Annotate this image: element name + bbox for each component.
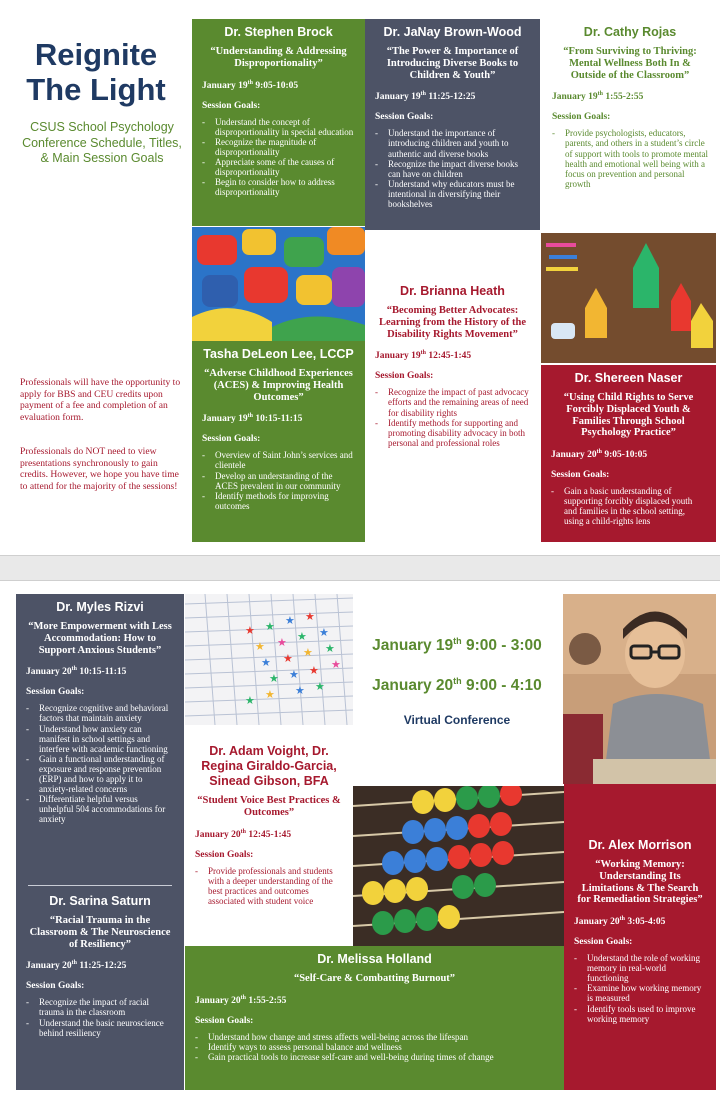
svg-text:★: ★	[261, 656, 271, 669]
goal-item: - Identify ways to assess personal balance and wellness	[195, 1042, 554, 1052]
speaker-name: Dr. Shereen Naser	[574, 371, 683, 385]
goal-item: - Develop an understanding of the ACES prevalent in our community	[202, 471, 355, 491]
session-time: January 19th 11:25-12:25	[375, 91, 476, 103]
session-card-morrison	[564, 784, 716, 1090]
session-time: January 20th 3:05-4:05	[574, 916, 666, 928]
svg-text:★: ★	[269, 672, 279, 685]
goal-item: - Understand how change and stress affects well-being across the lifespan	[195, 1032, 554, 1042]
session-title: “More Empowerment with Less Accommodation: How to Support Anxious Students”	[28, 621, 172, 656]
session-title: “Student Voice Best Practices & Outcomes”	[197, 795, 341, 818]
session-time: January 19th 1:55-2:55	[552, 91, 644, 103]
goal-item: - Understand the role of working memory in real-world functioning	[574, 953, 706, 983]
schedule-day-1: January 19th 9:00 - 3:00	[372, 636, 542, 655]
goal-item: - Overview of Saint John’s services and clientele	[202, 450, 355, 470]
speaker-name: Dr. Adam Voight, Dr. Regina Giraldo-Garcia, Sinead Gibson, BFA	[201, 744, 337, 788]
goals-list	[195, 1032, 554, 1062]
title-line-1: Reignite	[34, 37, 158, 72]
session-card-brown-wood	[365, 19, 540, 230]
student-photo	[563, 594, 716, 784]
goal-item: - Recognize the magnitude of disproportionality	[202, 137, 355, 157]
goals-label: Session Goals:	[195, 1015, 254, 1026]
goal-item: - Provide psychologists, educators, parents, and others in a student’s circle of support with tools to promote mental health and emotional well being with a focus on prevention and personal growth	[552, 128, 708, 188]
goals-label: Session Goals:	[551, 470, 610, 481]
synchronous-note: Professionals do NOT need to view presentations synchronously to gain credits. However, we hope you have time to attend for the majority of the sessions!	[20, 446, 179, 493]
session-time: January 20th 11:25-12:25	[26, 960, 127, 972]
session-title: “The Power & Importance of Introducing Diverse Books to Children & Youth”	[386, 46, 519, 81]
abacus-photo	[353, 786, 564, 946]
svg-text:★: ★	[297, 630, 307, 643]
session-card-saturn	[16, 888, 184, 1090]
session-card-holland	[185, 946, 564, 1090]
svg-text:★: ★	[245, 694, 255, 707]
session-card-voight	[185, 738, 353, 945]
speaker-name: Dr. Brianna Heath	[400, 284, 505, 298]
goal-item: - Identify methods for improving outcomes	[202, 491, 355, 511]
goal-item: - Understand how anxiety can manifest in school settings and interfere with academic functioning	[26, 724, 174, 754]
goals-list	[202, 117, 355, 198]
session-card-rojas	[542, 19, 718, 231]
speaker-name: Dr. Melissa Holland	[317, 952, 432, 966]
session-card-deleon	[192, 341, 365, 542]
session-time: January 19th 12:45-1:45	[375, 350, 472, 362]
goals-list	[202, 450, 355, 510]
goals-label: Session Goals:	[26, 687, 85, 698]
svg-text:★: ★	[265, 620, 275, 633]
session-title: “From Surviving to Thriving: Mental Wellness Both In & Outside of the Classroom”	[563, 46, 697, 81]
svg-text:★: ★	[245, 624, 255, 637]
goals-label: Session Goals:	[202, 434, 261, 445]
session-title: “Adverse Childhood Experiences (ACES) & Improving Health Outcomes”	[204, 368, 353, 403]
goals-list	[26, 703, 174, 824]
svg-text:★: ★	[289, 668, 299, 681]
speaker-name: Tasha DeLeon Lee, LCCP	[203, 347, 354, 361]
goals-list	[375, 387, 530, 447]
speaker-name: Dr. Myles Rizvi	[56, 600, 144, 614]
virtual-conference-label: Virtual Conference	[403, 713, 511, 727]
credits-note: Professionals will have the opportunity to apply for BBS and CEU credits upon payment of a fee and completion of an evaluation form.	[20, 377, 181, 424]
goals-label: Session Goals:	[195, 849, 254, 860]
goal-item: - Appreciate some of the causes of disproportionality	[202, 157, 355, 177]
goal-item: - Gain a functional understanding of exposure and response prevention (ERP) and how to apply it to anxiety-related concerns	[26, 754, 174, 794]
session-time: January 19th 9:05-10:05	[202, 79, 299, 91]
goal-item: - Differentiate helpful versus unhelpful 504 accommodations for anxiety	[26, 794, 174, 824]
conference-subtitle: CSUS School Psychology Conference Schedule, Titles, & Main Session Goals	[22, 120, 182, 166]
goal-item: - Begin to consider how to address disproportionality	[202, 177, 355, 197]
rockets-photo	[541, 233, 716, 363]
svg-text:★: ★	[295, 684, 305, 697]
session-time: January 20th 9:05-10:05	[551, 449, 648, 461]
goal-item: - Recognize the impact of past advocacy efforts and the remaining areas of need for disability rights	[375, 387, 530, 417]
session-card-brock	[192, 19, 365, 226]
goal-item: - Recognize cognitive and behavioral factors that maintain anxiety	[26, 703, 174, 723]
star-chart-photo	[185, 594, 353, 725]
goals-label: Session Goals:	[202, 100, 261, 111]
card-separator	[28, 885, 172, 886]
session-title: “Using Child Rights to Serve Forcibly Displaced Youth & Families Through School Psychology Practice”	[563, 392, 694, 439]
svg-text:★: ★	[265, 688, 275, 701]
session-card-naser	[541, 365, 716, 542]
goals-list	[375, 128, 530, 209]
goals-list	[26, 997, 174, 1037]
speaker-name: Dr. Stephen Brock	[224, 25, 333, 39]
schedule-day-2: January 20th 9:00 - 4:10	[372, 676, 542, 695]
svg-text:★: ★	[331, 658, 341, 671]
svg-text:★: ★	[303, 646, 313, 659]
svg-text:★: ★	[305, 610, 315, 623]
goal-item: - Understand why educators must be intentional in diversifying their bookshelves	[375, 179, 530, 209]
session-title: “Becoming Better Advocates: Learning from the History of the Disability Rights Movement”	[378, 305, 527, 340]
svg-text:★: ★	[319, 626, 329, 639]
session-title: “Racial Trauma in the Classroom & The Neuroscience of Resiliency”	[29, 915, 171, 950]
svg-text:★: ★	[315, 680, 325, 693]
session-time: January 19th 10:15-11:15	[202, 413, 303, 425]
goals-list	[552, 128, 708, 188]
goals-list	[195, 866, 343, 906]
svg-text:★: ★	[285, 614, 295, 627]
goal-item: - Understand the concept of disproportionality in special education	[202, 117, 355, 137]
goal-item: - Identify methods for supporting and promoting disability advocacy in both personal and professional roles	[375, 418, 530, 448]
goal-item: - Gain a basic understanding of supporting forcibly displaced youth and families in the school setting, using a child-rights lens	[551, 486, 706, 526]
goals-list	[574, 953, 706, 1024]
session-time: January 20th 12:45-1:45	[195, 828, 292, 840]
goal-item: - Understand the basic neuroscience behind resiliency	[26, 1018, 174, 1038]
goals-list	[551, 486, 706, 526]
goals-label: Session Goals:	[26, 981, 85, 992]
svg-text:★: ★	[283, 652, 293, 665]
goal-item: - Identify tools used to improve working memory	[574, 1004, 706, 1024]
conference-title	[10, 38, 182, 107]
session-time: January 20th 1:55-2:55	[195, 994, 287, 1006]
goals-label: Session Goals:	[375, 371, 434, 382]
session-time: January 20th 10:15-11:15	[26, 666, 127, 678]
session-card-rizvi	[16, 594, 184, 888]
goals-label: Session Goals:	[552, 112, 611, 123]
svg-text:★: ★	[255, 640, 265, 653]
svg-text:★: ★	[309, 664, 319, 677]
page-divider	[0, 555, 720, 581]
goal-item: - Recognize the impact of racial trauma in the classroom	[26, 997, 174, 1017]
svg-text:★: ★	[277, 636, 287, 649]
svg-text:★: ★	[325, 642, 335, 655]
goal-item: - Understand the importance of introducing children and youth to authentic and diverse books	[375, 128, 530, 158]
speaker-name: Dr. JaNay Brown-Wood	[383, 25, 522, 39]
title-line-2: The Light	[26, 71, 166, 107]
session-title: “Working Memory: Understanding Its Limitations & The Search for Remediation Strategies”	[577, 859, 703, 906]
goals-label: Session Goals:	[375, 112, 434, 123]
session-card-heath	[365, 278, 540, 540]
speaker-name: Dr. Alex Morrison	[588, 838, 692, 852]
session-title: “Self-Care & Combatting Burnout”	[293, 973, 456, 984]
goals-label: Session Goals:	[574, 937, 633, 948]
numbers-photo	[192, 227, 365, 341]
speaker-name: Dr. Cathy Rojas	[583, 25, 677, 39]
goal-item: - Gain practical tools to increase self-care and well-being during times of change	[195, 1052, 554, 1062]
goal-item: - Provide professionals and students with a deeper understanding of the best practices and outcomes associated with student voice	[195, 866, 343, 906]
goal-item: - Examine how working memory is measured	[574, 983, 706, 1003]
speaker-name: Dr. Sarina Saturn	[49, 894, 151, 908]
goal-item: - Recognize the impact diverse books can have on children	[375, 159, 530, 179]
session-title: “Understanding & Addressing Disproportionality”	[210, 46, 347, 69]
